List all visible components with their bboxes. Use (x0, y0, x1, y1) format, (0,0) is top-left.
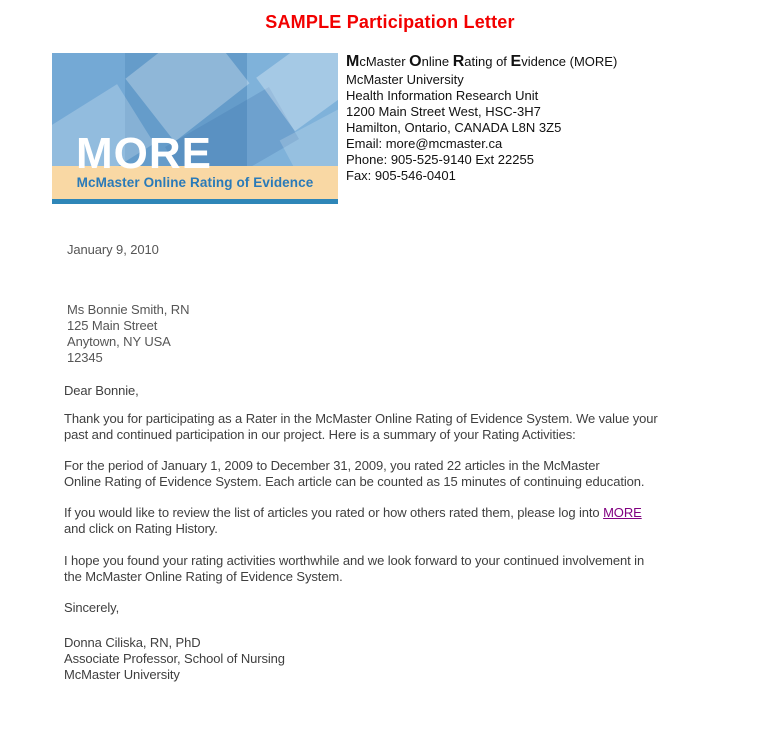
paragraph-hope (64, 553, 658, 585)
paragraph-rating-period (64, 458, 658, 490)
org-name-text: vidence (MORE) (521, 54, 618, 69)
recipient-line: 125 Main Street (67, 318, 158, 333)
logo-bottom-bar (52, 199, 338, 204)
organization-name (346, 54, 617, 70)
contact-line: McMaster University (346, 72, 464, 87)
paragraph-line: Online Rating of Evidence System. Each article can be counted as 15 minutes of continuing education. (64, 474, 645, 489)
recipient-line: Ms Bonnie Smith, RN (67, 302, 190, 317)
contact-block (346, 54, 617, 184)
org-name-text: ating of (464, 54, 511, 69)
signature-line: Donna Ciliska, RN, PhD (64, 635, 201, 650)
logo-acronym: MORE (76, 129, 212, 178)
org-initial-letter: O (409, 53, 422, 70)
org-name-text: cMaster (359, 54, 410, 69)
contact-address-lines (346, 72, 617, 184)
contact-line: Phone: 905-525-9140 Ext 22255 (346, 152, 534, 167)
review-line-text: If you would like to review the list of articles you rated or how others rated them, please log into (64, 505, 604, 520)
signature-line: Associate Professor, School of Nursing (64, 651, 285, 666)
paragraph-review (64, 505, 658, 537)
paragraph-line: For the period of January 1, 2009 to December 31, 2009, you rated 22 articles in the McMaster (64, 458, 600, 473)
org-initial-letter: R (452, 53, 465, 70)
salutation: Dear Bonnie, (64, 383, 139, 398)
recipient-line: 12345 (67, 350, 103, 365)
more-link[interactable]: MORE (603, 505, 642, 520)
contact-line: Hamilton, Ontario, CANADA L8N 3Z5 (346, 120, 562, 135)
closing: Sincerely, (64, 600, 120, 615)
paragraph-line: I hope you found your rating activities worthwhile and we look forward to your continued involvement in (64, 553, 645, 568)
contact-line: Health Information Research Unit (346, 88, 539, 103)
contact-line: Fax: 905-546-0401 (346, 168, 456, 183)
paragraph-line: Thank you for participating as a Rater in the McMaster Online Rating of Evidence System. We value your (64, 411, 658, 426)
logo-tagline-band: McMaster Online Rating of Evidence (52, 166, 338, 199)
contact-line: Email: more@mcmaster.ca (346, 136, 503, 151)
recipient-line: Anytown, NY USA (67, 334, 171, 349)
more-logo (52, 53, 338, 204)
org-initial-letter: E (510, 53, 522, 70)
signature-line: McMaster University (64, 667, 180, 682)
paragraph-line (64, 505, 658, 521)
signature-block (64, 635, 658, 683)
more-logo-image (52, 53, 338, 178)
paragraph-line: the McMaster Online Rating of Evidence System. (64, 569, 343, 584)
contact-line: 1200 Main Street West, HSC-3H7 (346, 104, 541, 119)
paragraph-line: past and continued participation in our project. Here is a summary of your Rating Activities: (64, 427, 576, 442)
org-initial-letter: M (346, 53, 360, 70)
page-title: SAMPLE Participation Letter (265, 12, 515, 32)
org-name-text: nline (421, 54, 453, 69)
paragraph-thanks (64, 411, 658, 443)
letter-body (64, 242, 658, 683)
recipient-address (67, 302, 658, 366)
paragraph-line: and click on Rating History. (64, 521, 218, 536)
letter-date: January 9, 2010 (67, 242, 159, 257)
